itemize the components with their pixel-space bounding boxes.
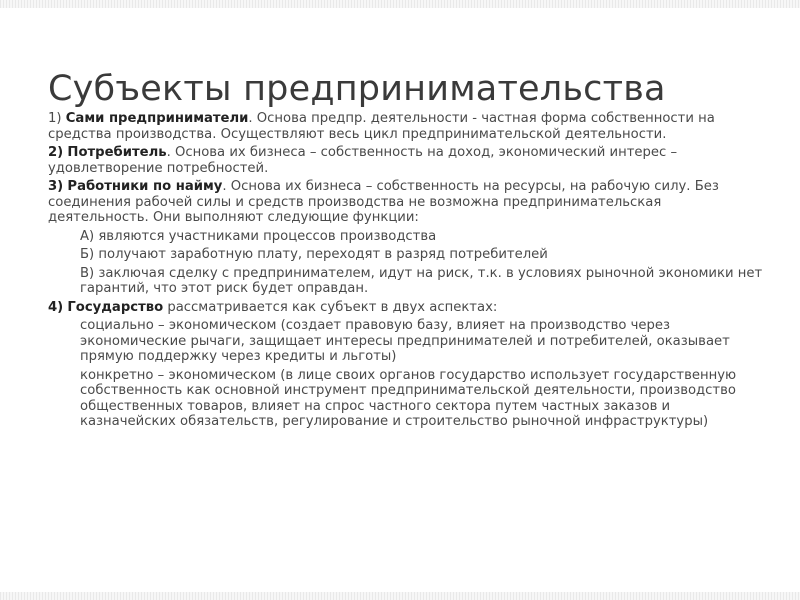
slide-title: Субъекты предпринимательства	[48, 69, 666, 110]
paragraph-heading: Государство	[67, 299, 164, 315]
slide-bottom-border	[0, 592, 800, 600]
paragraph-text: . Основа предпр. деятельности - частная форма собственности на средства производства. Осуществляют весь цикл предпринимательской деятельности.	[48, 111, 715, 142]
paragraph-heading: Сами предприниматели	[65, 111, 249, 126]
state-aspects-list	[48, 318, 764, 430]
slide-top-border	[0, 0, 800, 8]
paragraph-entrepreneurs	[48, 111, 764, 142]
paragraph-employees	[48, 179, 764, 226]
list-item-text: конкретно – экономическом (в лице своих органов государство использует государственную собственность как основной инструмент предпринимательской деятельности, производство общественных товаров, влияет на спрос частного сектора путем частных заказов и казначейских обязательств, регулирование и строительство рыночной инфраструктуры)	[80, 367, 737, 429]
list-item	[48, 368, 764, 430]
paragraph-heading: Потребитель	[67, 145, 167, 160]
list-item	[48, 318, 764, 365]
paragraph-consumer	[48, 145, 764, 176]
paragraph-heading: Работники по найму	[67, 179, 223, 194]
paragraph-text: рассматривается как субъект в двух аспектах:	[163, 299, 498, 315]
list-item-text: Б) получают заработную плату, переходят в разряд потребителей	[80, 247, 548, 262]
paragraph-number: 3)	[48, 179, 64, 194]
paragraph-text: . Основа их бизнеса – собственность на ресурсы, на рабочую силу. Без соединения рабочей силы и средств производства не возможна предпринимательская деятельность. Они выполняют следующие функции:	[48, 179, 719, 225]
paragraph-state	[48, 300, 764, 316]
list-item	[48, 247, 764, 263]
employee-functions-list	[48, 229, 764, 297]
paragraph-number: 1)	[48, 111, 62, 126]
list-item-text: социально – экономическом (создает правовую базу, влияет на производство через экономические рычаги, защищает интересы предпринимателей и потребителей, оказывает прямую поддержку через кредиты и льготы)	[80, 318, 730, 364]
paragraph-text: . Основа их бизнеса – собственность на доход, экономический интерес – удовлетворение потребностей.	[48, 145, 678, 176]
slide-body	[48, 111, 764, 433]
list-item	[48, 266, 764, 297]
list-item-text: А) являются участниками процессов производства	[80, 228, 437, 244]
paragraph-number: 4)	[48, 299, 64, 315]
list-item	[48, 229, 764, 245]
paragraph-number: 2)	[48, 145, 64, 160]
list-item-text: В) заключая сделку с предпринимателем, идут на риск, т.к. в условиях рыночной экономики нет гарантий, что этот риск будет оправдан.	[80, 265, 763, 296]
